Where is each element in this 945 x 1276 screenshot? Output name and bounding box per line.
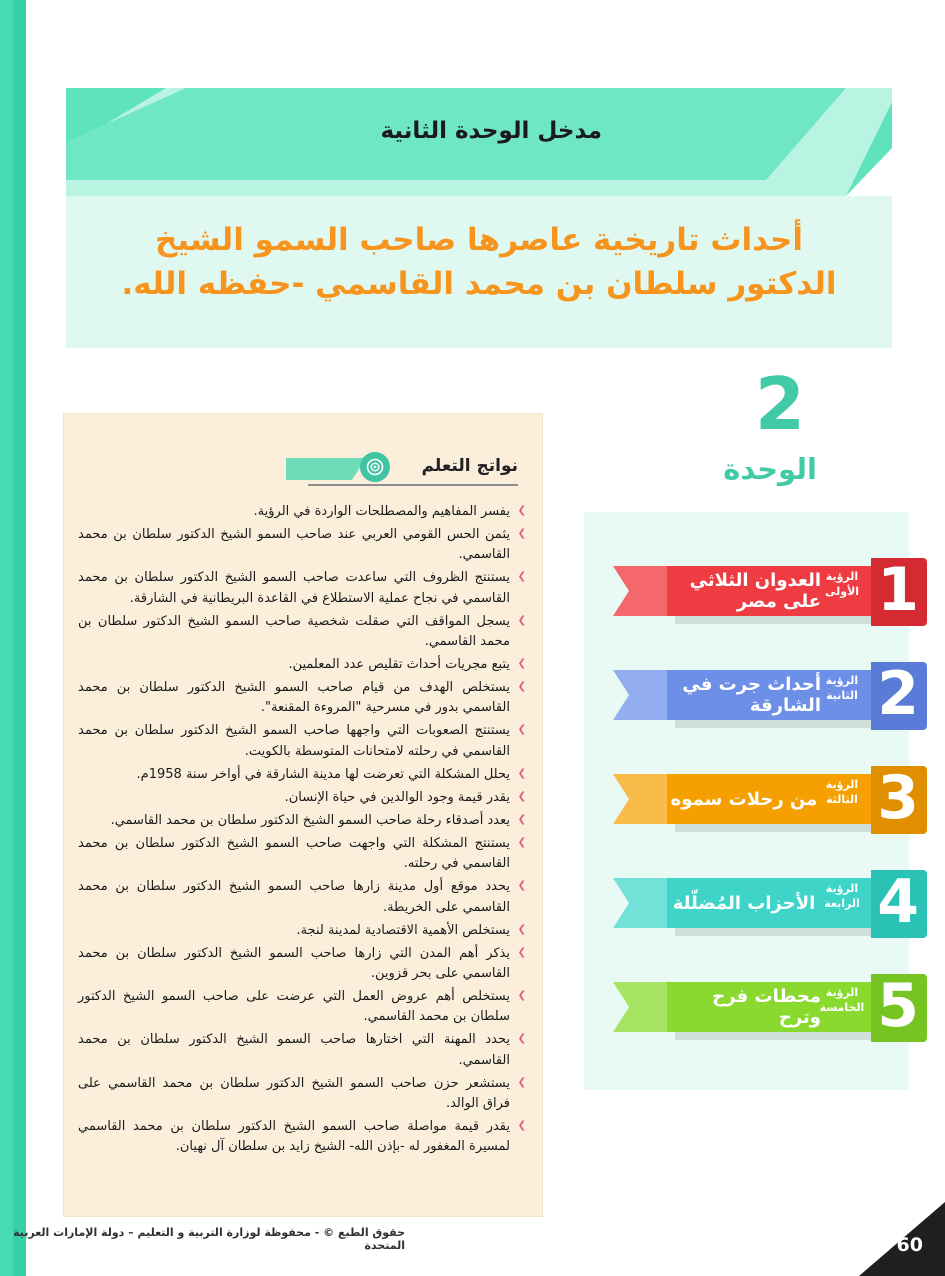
ribbon-number-tab [871, 867, 927, 938]
unit-main-title: أحداث تاريخية عاصرها صاحب السمو الشيخ الدكتور سلطان بن محمد القاسمي -حفظه الله. [121, 222, 837, 303]
vision-title: الأحزاب المُضلّلة [672, 892, 816, 914]
vision-number: 3 [877, 763, 919, 833]
outcome-item: ❯ يستخلص الأهمية الاقتصادية لمدينة لنجة. [78, 921, 528, 941]
left-decorative-bar [0, 0, 26, 1276]
vision-number: 2 [877, 659, 919, 729]
learning-outcomes-card [64, 414, 542, 1216]
vision-number: 1 [877, 555, 919, 625]
page-number-corner [825, 1202, 945, 1276]
ribbon-shadow [675, 928, 875, 936]
vision-title: من رحلات سموه [670, 788, 818, 810]
ribbon-tail [613, 982, 669, 1032]
learning-outcomes-title: نواتج التعلم [421, 456, 518, 476]
outcome-item: ❯ يسجل المواقف التي صقلت شخصية صاحب السمو الشيخ الدكتور سلطان بن محمد القاسمي. [78, 612, 528, 652]
vision-ribbon[interactable] [597, 556, 927, 628]
outcome-item: ❯ يعدد أصدقاء رحلة صاحب السمو الشيخ الدكتور سلطان بن محمد القاسمي. [78, 811, 528, 831]
learning-outcomes-header [64, 454, 542, 488]
vision-subtitle [815, 570, 869, 612]
outcome-item: ❯ يستشعر حزن صاحب السمو الشيخ الدكتور سلطان بن محمد القاسمي على فراق الوالد. [78, 1074, 528, 1114]
unit-title-box [66, 196, 892, 348]
banner-title: مدخل الوحدة الثانية [380, 118, 602, 144]
outcomes-items [78, 502, 528, 1160]
ribbon-number-tab [871, 971, 927, 1042]
vision-subtitle-line1: الرؤية [825, 674, 859, 687]
vision-subtitle-line2: الثانية [826, 688, 858, 702]
outcome-item: ❯ يستنتج الصعوبات التي واجهها صاحب السمو الشيخ الدكتور سلطان بن محمد القاسمي في رحلته لامتحانات المتوسطة بالكويت. [78, 721, 528, 761]
ribbon-tail [613, 566, 669, 616]
outcome-item: ❯ يحدد المهنة التي اختارها صاحب السمو الشيخ الدكتور سلطان بن محمد القاسمي. [78, 1030, 528, 1070]
vision-ribbon[interactable] [597, 764, 927, 836]
header-banner [66, 88, 892, 196]
vision-subtitle [815, 882, 869, 924]
copyright-text: حقوق الطبع © - محفوظة لوزارة التربية و التعليم – دولة الإمارات العربية المتحدة [13, 1226, 405, 1252]
header-underline [308, 484, 518, 486]
vision-subtitle-line1: الرؤية [825, 570, 859, 583]
outcome-item: ❯ يستنتج المشكلة التي واجهت صاحب السمو الشيخ الدكتور سلطان بن محمد القاسمي في رحلته. [78, 834, 528, 874]
vision-number: 4 [877, 867, 919, 937]
header-flag-shape [286, 458, 366, 480]
vision-number: 5 [877, 971, 919, 1041]
outcome-item: ❯ يثمن الحس القومي العربي عند صاحب السمو الشيخ الدكتور سلطان بن محمد القاسمي. [78, 525, 528, 565]
vision-subtitle-line2: الثالثة [826, 792, 858, 806]
outcome-item: ❯ يستخلص الهدف من قيام صاحب السمو الشيخ الدكتور سلطان بن محمد القاسمي بدور في مسرحية "المروءة المقنعة". [78, 678, 528, 718]
ribbon-number-tab [871, 763, 927, 834]
ribbon-shadow [675, 1032, 875, 1040]
vision-title: العدوان الثلاثي على مصر [689, 570, 821, 612]
ribbon-shadow [675, 824, 875, 832]
ribbon-shadow [675, 616, 875, 624]
outcome-item: ❯ يقدر قيمة مواصلة صاحب السمو الشيخ الدكتور سلطان بن محمد القاسمي لمسيرة المغفور له -بإذن الله- الشيخ زايد بن سلطان آل نهيان. [78, 1117, 528, 1157]
outcome-item: ❯ يحدد موقع أول مدينة زارها صاحب السمو الشيخ الدكتور سلطان بن محمد القاسمي على الخريطة. [78, 877, 528, 917]
ribbon-number-tab [871, 555, 927, 626]
outcome-item: ❯ يستنتج الظروف التي ساعدت صاحب السمو الشيخ الدكتور سلطان بن محمد القاسمي في نجاح عملية الاستطلاع في القاعدة البريطانية في الشارقة. [78, 568, 528, 608]
unit-number: 2 [754, 362, 805, 446]
vision-subtitle [815, 778, 869, 820]
vision-ribbon[interactable] [597, 868, 927, 940]
outcome-item: ❯ يتبع مجريات أحداث تقليص عدد المعلمين. [78, 655, 528, 675]
vision-subtitle-line2: الأولى [824, 584, 860, 598]
ribbon-number-tab [871, 659, 927, 730]
target-icon [360, 452, 390, 482]
ribbon-shadow [675, 720, 875, 728]
ribbon-tail [613, 670, 669, 720]
vision-subtitle-line2: الخامسة [819, 1000, 865, 1014]
outcome-item: ❯ يفسر المفاهيم والمصطلحات الواردة في الرؤية. [78, 502, 528, 522]
vision-subtitle-line2: الرابعة [824, 896, 860, 910]
vision-subtitle [815, 986, 869, 1028]
outcome-item: ❯ يقدر قيمة وجود الوالدين في حياة الإنسان. [78, 788, 528, 808]
vision-title: محطات فرح وترح [712, 986, 821, 1028]
vision-title: أحداث جرت في الشارقة [682, 674, 821, 716]
ribbon-tail [613, 878, 669, 928]
vision-ribbon[interactable] [597, 972, 927, 1044]
ribbon-tail [613, 774, 669, 824]
outcome-item: ❯ يحلل المشكلة التي تعرضت لها مدينة الشارقة في أواخر سنة 1958م. [78, 765, 528, 785]
outcome-item: ❯ يذكر أهم المدن التي زارها صاحب السمو الشيخ الدكتور سلطان بن محمد القاسمي على بحر قزوين. [78, 944, 528, 984]
page-number: 60 [896, 1234, 923, 1256]
left-decorative-bar-inner [13, 0, 26, 1276]
vision-subtitle [815, 674, 869, 716]
vision-subtitle-line1: الرؤية [825, 986, 859, 999]
vision-ribbon[interactable] [597, 660, 927, 732]
unit-label: الوحدة [723, 452, 817, 486]
vision-subtitle-line1: الرؤية [825, 882, 859, 895]
outcome-item: ❯ يستخلص أهم عروض العمل التي عرضت على صاحب السمو الشيخ الدكتور سلطان بن محمد القاسمي. [78, 987, 528, 1027]
vision-subtitle-line1: الرؤية [825, 778, 859, 791]
